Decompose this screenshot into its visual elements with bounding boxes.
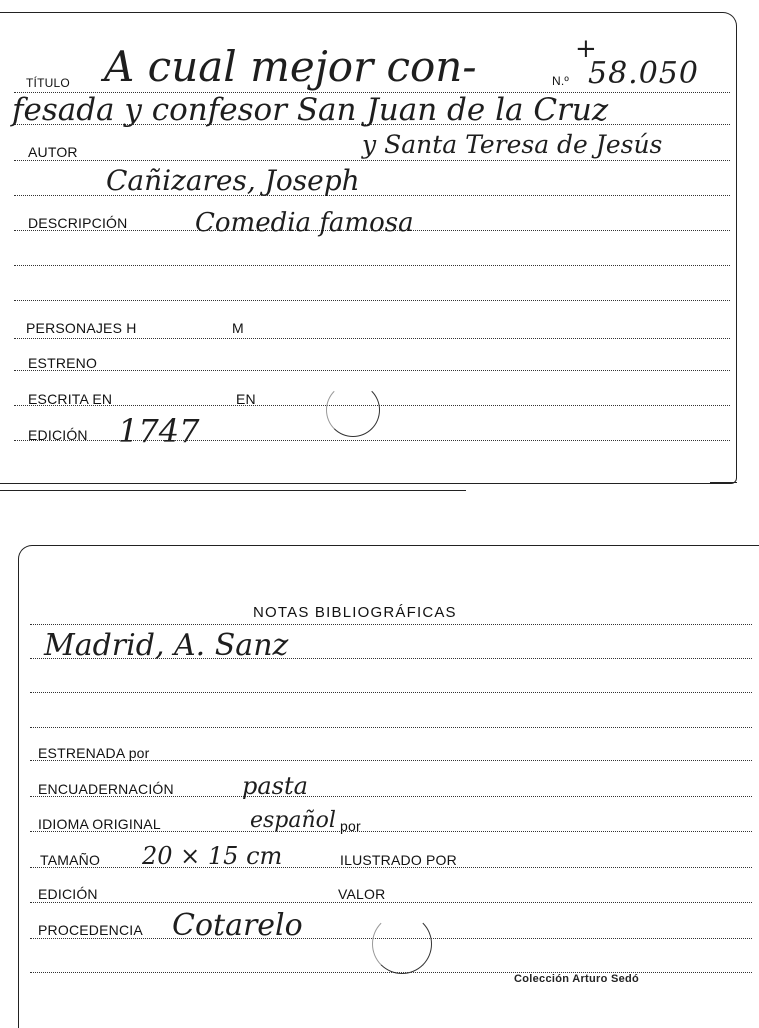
label-personajes-m: M — [232, 320, 244, 336]
label-numero: N.º — [552, 74, 569, 88]
rule-line — [30, 727, 752, 728]
handwritten-edicion-year: 1747 — [118, 412, 200, 450]
label-titulo: TÍTULO — [26, 76, 70, 90]
rule-line — [14, 370, 730, 371]
card-edge — [0, 490, 466, 491]
rule-line — [30, 624, 752, 625]
label-estrenada-por: ESTRENADA por — [38, 745, 150, 761]
handwritten-tamano: 20 × 15 cm — [142, 842, 283, 870]
label-edicion: EDICIÓN — [28, 427, 88, 443]
label-edicion-bottom: EDICIÓN — [38, 886, 98, 902]
rule-line — [30, 692, 752, 693]
label-encuadernacion: ENCUADERNACIÓN — [38, 781, 174, 797]
handwritten-procedencia: Cotarelo — [172, 908, 303, 943]
punch-hole-mark — [372, 914, 432, 974]
handwritten-titulo-line1: A cual mejor con- — [104, 42, 477, 91]
label-personajes-h: PERSONAJES H — [26, 320, 137, 336]
label-en: EN — [236, 391, 256, 407]
rule-line — [14, 338, 730, 339]
handwritten-notas: Madrid, A. Sanz — [44, 628, 289, 663]
rule-line — [14, 300, 730, 301]
handwritten-titulo-line3: y Santa Teresa de Jesús — [362, 130, 663, 159]
label-escrita-en: ESCRITA EN — [28, 391, 113, 407]
handwritten-catalog-number: 58.050 — [588, 56, 699, 91]
rule-line — [14, 265, 730, 266]
label-tamano: TAMAÑO — [40, 852, 101, 868]
label-valor: VALOR — [338, 886, 386, 902]
handwritten-autor: Cañizares, Joseph — [106, 164, 360, 197]
label-por: por — [340, 818, 361, 834]
notas-heading: NOTAS BIBLIOGRÁFICAS — [253, 604, 457, 621]
punch-hole-mark — [326, 383, 380, 437]
label-procedencia: PROCEDENCIA — [38, 922, 143, 938]
handwritten-idioma: español — [250, 808, 336, 833]
handwritten-titulo-line2: fesada y confesor San Juan de la Cruz — [12, 92, 609, 128]
label-estreno: ESTRENO — [28, 355, 98, 371]
label-autor: AUTOR — [28, 144, 78, 160]
handwritten-number-mark: + — [575, 34, 597, 64]
label-idioma-original: IDIOMA ORIGINAL — [38, 816, 161, 832]
card-edge — [710, 482, 737, 483]
collection-stamp: Colección Arturo Sedó — [514, 973, 640, 985]
rule-line — [14, 160, 730, 161]
handwritten-descripcion: Comedia famosa — [195, 208, 414, 238]
label-ilustrado-por: ILUSTRADO POR — [340, 852, 457, 868]
handwritten-encuadernacion: pasta — [242, 772, 308, 800]
label-descripcion: DESCRIPCIÓN — [28, 215, 128, 231]
rule-line — [30, 902, 752, 903]
